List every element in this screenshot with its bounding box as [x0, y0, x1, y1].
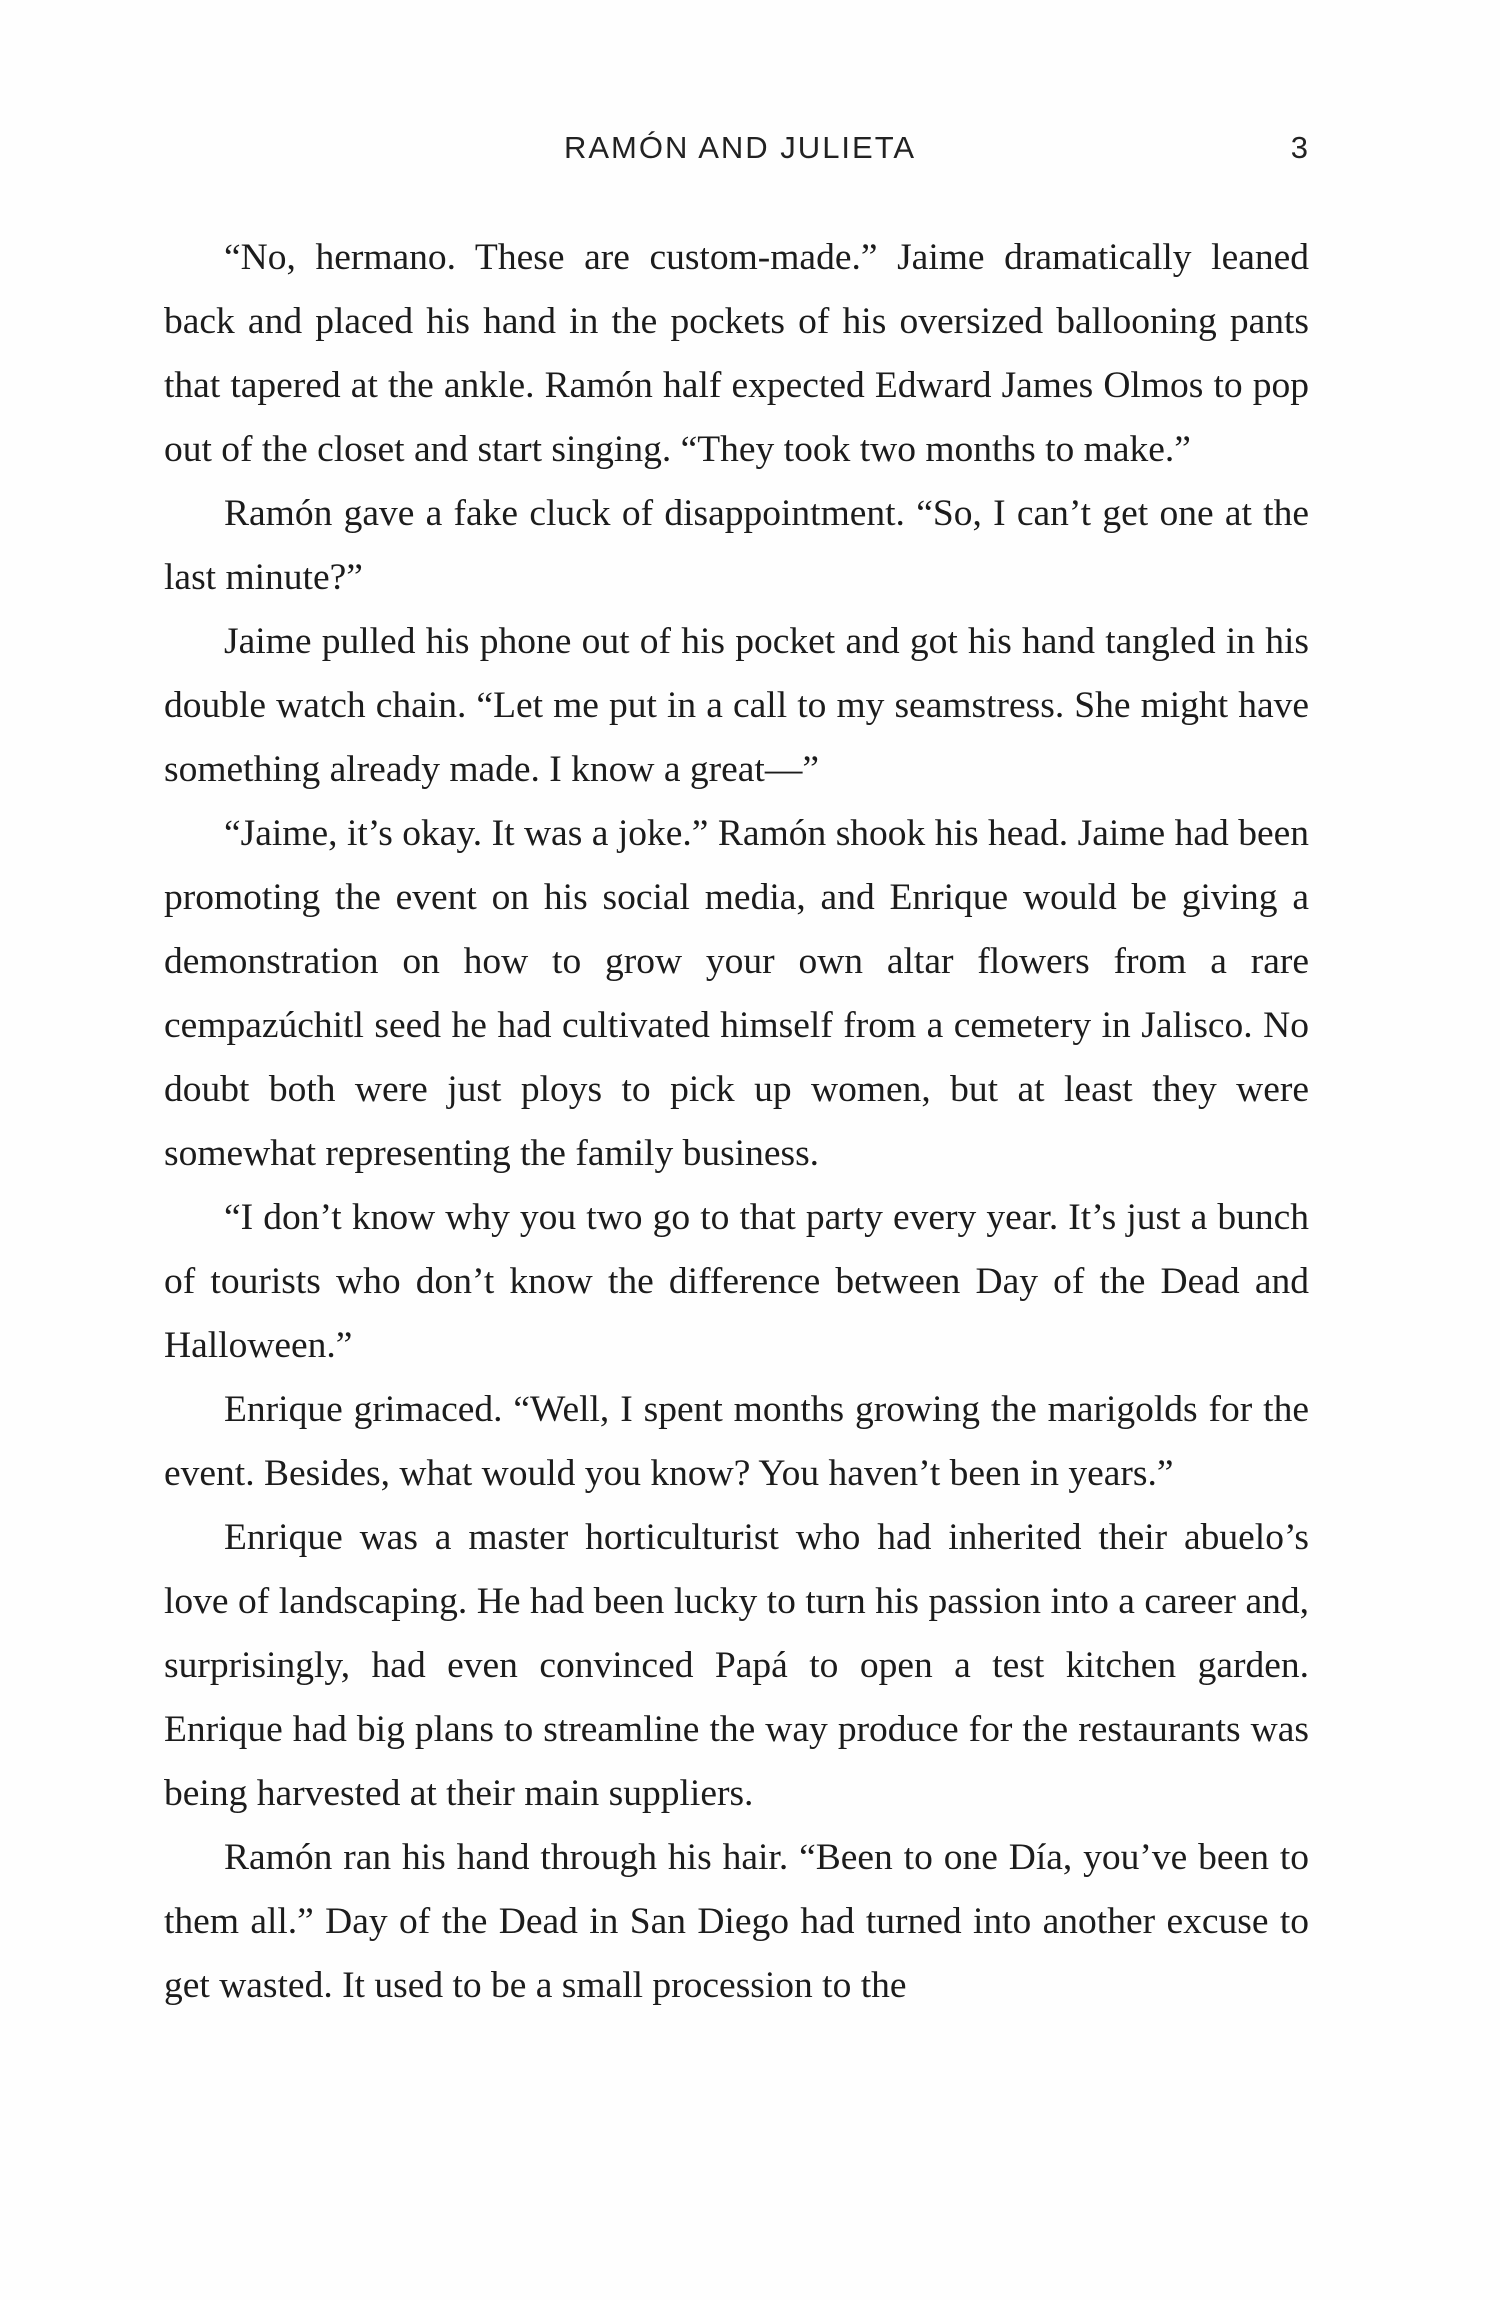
paragraph: “I don’t know why you two go to that party every year. It’s just a bunch of tourists who don’t know the difference between Day of the Dead and Halloween.” — [164, 1197, 1309, 1366]
chapter-title: RAMÓN AND JULIETA — [563, 130, 917, 165]
paragraph: Enrique grimaced. “Well, I spent months growing the marigolds for the event. Besides, what would you know? You haven’t been in years.” — [164, 1389, 1309, 1494]
paragraph: Enrique was a master horticulturist who had inherited their abuelo’s love of landscaping. He had been lucky to turn his passion into a career and, surprisingly, had even convinced Papá to open a test kitchen garden. Enrique had big plans to streamline the way produce for the restaurants was being harvested at their main suppliers. — [164, 1517, 1309, 1814]
page-number: 3 — [1290, 130, 1308, 165]
paragraph: “Jaime, it’s okay. It was a joke.” Ramón shook his head. Jaime had been promoting the event on his social media, and Enrique would be giving a demonstration on how to grow your own altar flowers from a rare cempazúchitl seed he had cultivated himself from a cemetery in Jalisco. No doubt both were just ploys to pick up women, but at least they were somewhat representing the family business. — [164, 813, 1309, 1174]
paragraph: “No, hermano. These are custom-made.” Jaime dramatically leaned back and placed his hand in the pockets of his oversized ballooning pants that tapered at the ankle. Ramón half expected Edward James Olmos to pop out of the closet and start singing. “They took two months to make.” — [164, 237, 1309, 470]
paragraph: Jaime pulled his phone out of his pocket and got his hand tangled in his double watch chain. “Let me put in a call to my seamstress. She might have something already made. I know a great—” — [164, 621, 1309, 790]
running-head — [0, 130, 1500, 180]
paragraph: Ramón gave a fake cluck of disappointment. “So, I can’t get one at the last minute?” — [164, 493, 1309, 598]
paragraph: Ramón ran his hand through his hair. “Been to one Día, you’ve been to them all.” Day of the Dead in San Diego had turned into another excuse to get wasted. It used to be a small procession to the — [164, 1837, 1309, 2006]
body-text — [164, 226, 1309, 2018]
